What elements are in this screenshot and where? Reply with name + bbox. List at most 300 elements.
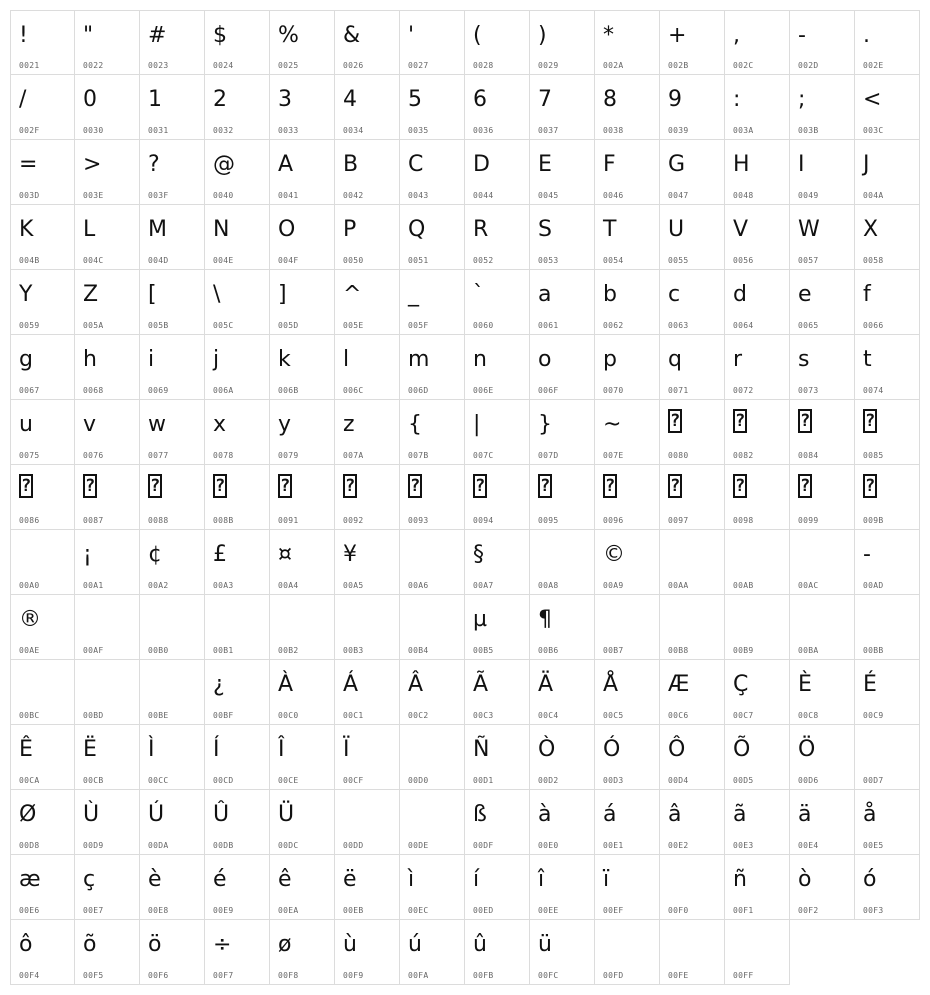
glyph-cell (530, 270, 595, 335)
glyph-char: ' (408, 23, 415, 48)
glyph-char: c (668, 282, 681, 307)
glyph-code: 00D3 (603, 776, 624, 785)
glyph-cell (465, 270, 530, 335)
glyph-code: 00AA (668, 581, 689, 590)
glyph-cell (595, 595, 660, 660)
glyph-cell (335, 530, 400, 595)
glyph-cell (400, 855, 465, 920)
glyph-code: 0080 (668, 451, 689, 460)
glyph-code: 00A8 (538, 581, 559, 590)
glyph-code: 00B3 (343, 646, 364, 655)
glyph-code: 004B (19, 256, 40, 265)
glyph-cell (725, 595, 790, 660)
missing-glyph-icon: ? (800, 411, 811, 431)
glyph-code: 00CF (343, 776, 364, 785)
glyph-char: # (148, 23, 167, 48)
glyph-code: 0075 (19, 451, 40, 460)
glyph-code: 0021 (19, 61, 40, 70)
glyph-char: Ï (343, 737, 350, 762)
glyph-cell (855, 660, 920, 725)
glyph-code: 0066 (863, 321, 884, 330)
glyph-cell (530, 205, 595, 270)
glyph-code: 003E (83, 191, 104, 200)
glyph-code: 00F0 (668, 906, 689, 915)
glyph-code: 00A4 (278, 581, 299, 590)
glyph-char: ã (733, 802, 747, 827)
glyph-code: 006A (213, 386, 234, 395)
glyph-code: 00FB (473, 971, 494, 980)
glyph-char: ÷ (213, 932, 232, 957)
missing-glyph-icon: ? (670, 411, 681, 431)
glyph-code: 002C (733, 61, 754, 70)
glyph-char: Â (408, 672, 424, 697)
glyph-cell (855, 725, 920, 790)
glyph-code: 00C7 (733, 711, 754, 720)
glyph-char: y (278, 412, 292, 437)
glyph-code: 0024 (213, 61, 234, 70)
glyph-cell (855, 855, 920, 920)
glyph-cell (725, 920, 790, 985)
glyph-cell (205, 920, 270, 985)
glyph-char: õ (83, 932, 97, 957)
glyph-char: f (863, 282, 871, 307)
glyph-code: 007E (603, 451, 624, 460)
glyph-cell (855, 205, 920, 270)
glyph-cell (855, 400, 920, 465)
glyph-char: - (863, 542, 871, 567)
glyph-char: i (148, 347, 155, 372)
glyph-code: 00FD (603, 971, 624, 980)
glyph-code: 00C5 (603, 711, 624, 720)
glyph-cell (270, 660, 335, 725)
glyph-code: 006F (538, 386, 559, 395)
glyph-char: Á (343, 672, 359, 697)
glyph-code: 00E4 (798, 841, 819, 850)
glyph-char: ê (278, 867, 292, 892)
glyph-cell (595, 270, 660, 335)
glyph-code: 0033 (278, 126, 299, 135)
glyph-cell (140, 465, 205, 530)
glyph-cell (400, 660, 465, 725)
glyph-code: 0065 (798, 321, 819, 330)
glyph-code: 0072 (733, 386, 754, 395)
glyph-code: 00FE (668, 971, 689, 980)
glyph-char: @ (213, 152, 235, 177)
glyph-code: 00C2 (408, 711, 429, 720)
glyph-char: , (733, 23, 740, 48)
glyph-code: 00EC (408, 906, 429, 915)
glyph-char: Q (408, 217, 426, 242)
glyph-code: 00B5 (473, 646, 494, 655)
glyph-char: s (798, 347, 810, 372)
glyph-code: 003F (148, 191, 169, 200)
glyph-code: 0084 (798, 451, 819, 460)
glyph-code: 00CE (278, 776, 299, 785)
glyph-code: 0088 (148, 516, 169, 525)
glyph-code: 00DE (408, 841, 429, 850)
glyph-char: 5 (408, 87, 422, 112)
glyph-char: ñ (733, 867, 747, 892)
glyph-char: 4 (343, 87, 357, 112)
glyph-code: 0049 (798, 191, 819, 200)
glyph-code: 009B (863, 516, 884, 525)
glyph-char: è (148, 867, 162, 892)
glyph-char: à (538, 802, 552, 827)
glyph-code: 002E (863, 61, 884, 70)
glyph-char: l (343, 347, 350, 372)
glyph-cell (335, 595, 400, 660)
glyph-cell (205, 75, 270, 140)
glyph-cell (530, 465, 595, 530)
glyph-char: ! (19, 23, 28, 48)
glyph-cell (75, 270, 140, 335)
glyph-char: Ä (538, 672, 554, 697)
glyph-cell (75, 400, 140, 465)
glyph-code: 0034 (343, 126, 364, 135)
glyph-char: Ì (148, 737, 155, 762)
glyph-cell (335, 205, 400, 270)
glyph-char: W (798, 217, 820, 242)
glyph-code: 0053 (538, 256, 559, 265)
glyph-code: 00F3 (863, 906, 884, 915)
glyph-char: A (278, 152, 294, 177)
glyph-cell (530, 140, 595, 205)
glyph-code: 0045 (538, 191, 559, 200)
glyph-cell (855, 595, 920, 660)
glyph-char: < (863, 87, 882, 112)
glyph-char: Ñ (473, 737, 490, 762)
glyph-cell (790, 10, 855, 75)
missing-glyph-icon: ? (605, 476, 616, 496)
glyph-code: 0071 (668, 386, 689, 395)
glyph-cell (10, 270, 75, 335)
glyph-cell (465, 855, 530, 920)
glyph-cell (465, 920, 530, 985)
glyph-cell (595, 465, 660, 530)
glyph-char: ) (538, 23, 547, 48)
glyph-code: 0055 (668, 256, 689, 265)
glyph-char: ? (148, 152, 160, 177)
glyph-cell (595, 855, 660, 920)
glyph-cell (270, 465, 335, 530)
glyph-code: 006C (343, 386, 364, 395)
glyph-code: 0074 (863, 386, 884, 395)
glyph-code: 005C (213, 321, 234, 330)
glyph-code: 00A7 (473, 581, 494, 590)
glyph-cell (725, 660, 790, 725)
glyph-code: 0069 (148, 386, 169, 395)
glyph-cell (465, 75, 530, 140)
glyph-cell (660, 595, 725, 660)
glyph-char: _ (408, 282, 419, 307)
glyph-cell (10, 205, 75, 270)
glyph-code: 0046 (603, 191, 624, 200)
glyph-cell (140, 140, 205, 205)
glyph-cell (140, 10, 205, 75)
glyph-cell (75, 530, 140, 595)
glyph-code: 00EF (603, 906, 624, 915)
glyph-code: 00F6 (148, 971, 169, 980)
glyph-char: d (733, 282, 747, 307)
glyph-char: = (19, 152, 38, 177)
glyph-char: u (19, 412, 33, 437)
glyph-char: ò (798, 867, 812, 892)
glyph-cell (465, 335, 530, 400)
glyph-code: 0023 (148, 61, 169, 70)
glyph-char: á (603, 802, 617, 827)
glyph-char: " (83, 23, 94, 48)
glyph-char: a (538, 282, 552, 307)
glyph-cell (530, 75, 595, 140)
glyph-code: 0037 (538, 126, 559, 135)
glyph-code: 0048 (733, 191, 754, 200)
glyph-cell (465, 530, 530, 595)
glyph-cell (10, 725, 75, 790)
glyph-cell (270, 140, 335, 205)
glyph-char: 0 (83, 87, 97, 112)
glyph-cell (790, 660, 855, 725)
glyph-code: 0022 (83, 61, 104, 70)
glyph-code: 0031 (148, 126, 169, 135)
glyph-code: 00B2 (278, 646, 299, 655)
glyph-cell (270, 335, 335, 400)
glyph-cell (75, 465, 140, 530)
glyph-cell (335, 400, 400, 465)
glyph-char: Æ (668, 672, 690, 697)
glyph-char: ó (863, 867, 877, 892)
glyph-cell (725, 140, 790, 205)
glyph-char: X (863, 217, 879, 242)
glyph-cell (270, 595, 335, 660)
glyph-cell (595, 335, 660, 400)
glyph-cell (140, 920, 205, 985)
glyph-cell (465, 400, 530, 465)
glyph-code: 00A5 (343, 581, 364, 590)
glyph-cell (660, 530, 725, 595)
glyph-code: 00C3 (473, 711, 494, 720)
glyph-char: D (473, 152, 490, 177)
glyph-cell (530, 400, 595, 465)
glyph-char: [ (148, 282, 157, 307)
glyph-cell (10, 10, 75, 75)
glyph-char: £ (213, 542, 227, 567)
glyph-char: ö (148, 932, 162, 957)
glyph-code: 0076 (83, 451, 104, 460)
missing-glyph-icon: ? (21, 476, 32, 496)
glyph-char: ^ (343, 282, 362, 307)
glyph-char: t (863, 347, 872, 372)
glyph-code: 00D6 (798, 776, 819, 785)
glyph-code: 008B (213, 516, 234, 525)
glyph-cell (725, 75, 790, 140)
glyph-cell (335, 270, 400, 335)
glyph-char: V (733, 217, 749, 242)
glyph-char: . (863, 23, 870, 48)
glyph-code: 0070 (603, 386, 624, 395)
glyph-cell (855, 140, 920, 205)
glyph-char: b (603, 282, 617, 307)
glyph-code: 00E6 (19, 906, 40, 915)
glyph-cell (725, 270, 790, 335)
glyph-char: 6 (473, 87, 487, 112)
glyph-cell (790, 140, 855, 205)
glyph-char: ô (19, 932, 33, 957)
glyph-cell (335, 855, 400, 920)
glyph-code: 0058 (863, 256, 884, 265)
glyph-cell (400, 530, 465, 595)
glyph-char: m (408, 347, 430, 372)
glyph-char: À (278, 672, 294, 697)
glyph-code: 00FC (538, 971, 559, 980)
glyph-cell (335, 465, 400, 530)
glyph-char: x (213, 412, 227, 437)
missing-glyph-icon: ? (280, 476, 291, 496)
glyph-code: 00EA (278, 906, 299, 915)
glyph-code: 0099 (798, 516, 819, 525)
glyph-cell (75, 335, 140, 400)
glyph-code: 004A (863, 191, 884, 200)
glyph-code: 00E7 (83, 906, 104, 915)
glyph-code: 00D7 (863, 776, 884, 785)
glyph-char: Z (83, 282, 99, 307)
glyph-char: / (19, 87, 27, 112)
glyph-cell (400, 400, 465, 465)
glyph-char: ä (798, 802, 812, 827)
glyph-code: 007D (538, 451, 559, 460)
glyph-code: 0050 (343, 256, 364, 265)
glyph-char: Y (19, 282, 33, 307)
glyph-grid (10, 10, 920, 985)
glyph-code: 00F7 (213, 971, 234, 980)
glyph-cell (660, 140, 725, 205)
glyph-char: ¿ (213, 672, 225, 697)
glyph-cell (660, 10, 725, 75)
glyph-code: 0061 (538, 321, 559, 330)
glyph-code: 00A6 (408, 581, 429, 590)
missing-glyph-icon: ? (150, 476, 161, 496)
glyph-cell (790, 335, 855, 400)
glyph-cell (205, 595, 270, 660)
glyph-cell (400, 595, 465, 660)
glyph-code: 00DC (278, 841, 299, 850)
glyph-char: Î (278, 737, 285, 762)
glyph-code: 00C9 (863, 711, 884, 720)
glyph-code: 00D4 (668, 776, 689, 785)
glyph-cell (400, 75, 465, 140)
glyph-cell (140, 530, 205, 595)
glyph-code: 0068 (83, 386, 104, 395)
glyph-cell (140, 725, 205, 790)
glyph-char: Ù (83, 802, 100, 827)
glyph-char: % (278, 23, 299, 48)
glyph-code: 00EB (343, 906, 364, 915)
glyph-cell (530, 660, 595, 725)
glyph-char: R (473, 217, 489, 242)
glyph-cell (400, 920, 465, 985)
glyph-code: 0062 (603, 321, 624, 330)
glyph-code: 0047 (668, 191, 689, 200)
glyph-code: 00AB (733, 581, 754, 590)
glyph-char: ¶ (538, 607, 552, 632)
glyph-code: 00A9 (603, 581, 624, 590)
glyph-code: 00AE (19, 646, 40, 655)
glyph-code: 0044 (473, 191, 494, 200)
glyph-cell (205, 10, 270, 75)
glyph-code: 00B0 (148, 646, 169, 655)
glyph-code: 0056 (733, 256, 754, 265)
glyph-cell (465, 10, 530, 75)
glyph-code: 00A1 (83, 581, 104, 590)
glyph-code: 007A (343, 451, 364, 460)
glyph-cell (270, 790, 335, 855)
glyph-cell (660, 75, 725, 140)
glyph-cell (660, 205, 725, 270)
missing-glyph-icon: ? (800, 476, 811, 496)
glyph-char: Í (213, 737, 220, 762)
glyph-char: µ (473, 607, 487, 632)
glyph-char: 1 (148, 87, 162, 112)
glyph-code: 00D5 (733, 776, 754, 785)
glyph-char: o (538, 347, 552, 372)
glyph-cell (855, 335, 920, 400)
glyph-char: B (343, 152, 359, 177)
glyph-code: 0040 (213, 191, 234, 200)
glyph-code: 003B (798, 126, 819, 135)
glyph-code: 00F2 (798, 906, 819, 915)
glyph-cell (205, 270, 270, 335)
glyph-cell (75, 855, 140, 920)
glyph-cell (790, 855, 855, 920)
glyph-code: 0052 (473, 256, 494, 265)
glyph-code: 003D (19, 191, 40, 200)
glyph-char: M (148, 217, 167, 242)
glyph-cell (10, 140, 75, 205)
glyph-cell (530, 920, 595, 985)
glyph-code: 00E8 (148, 906, 169, 915)
missing-glyph-icon: ? (345, 476, 356, 496)
glyph-code: 00D8 (19, 841, 40, 850)
glyph-char: â (668, 802, 682, 827)
glyph-cell (10, 790, 75, 855)
glyph-char: Ë (83, 737, 97, 762)
glyph-char: J (863, 152, 870, 177)
glyph-cell (335, 10, 400, 75)
glyph-cell (205, 660, 270, 725)
glyph-cell (205, 725, 270, 790)
glyph-cell (400, 465, 465, 530)
glyph-char: z (343, 412, 355, 437)
glyph-cell (530, 725, 595, 790)
glyph-code: 0054 (603, 256, 624, 265)
glyph-code: 0095 (538, 516, 559, 525)
glyph-code: 004C (83, 256, 104, 265)
glyph-char: } (538, 412, 552, 437)
glyph-char: ì (408, 867, 415, 892)
glyph-char: é (213, 867, 227, 892)
glyph-char: 3 (278, 87, 292, 112)
glyph-char: P (343, 217, 357, 242)
glyph-char: L (83, 217, 96, 242)
glyph-char: & (343, 23, 361, 48)
glyph-char: ë (343, 867, 357, 892)
glyph-cell (75, 10, 140, 75)
glyph-cell (465, 660, 530, 725)
glyph-code: 00F9 (343, 971, 364, 980)
glyph-cell (660, 855, 725, 920)
glyph-char: j (213, 347, 220, 372)
glyph-code: 007C (473, 451, 494, 460)
glyph-cell (335, 335, 400, 400)
